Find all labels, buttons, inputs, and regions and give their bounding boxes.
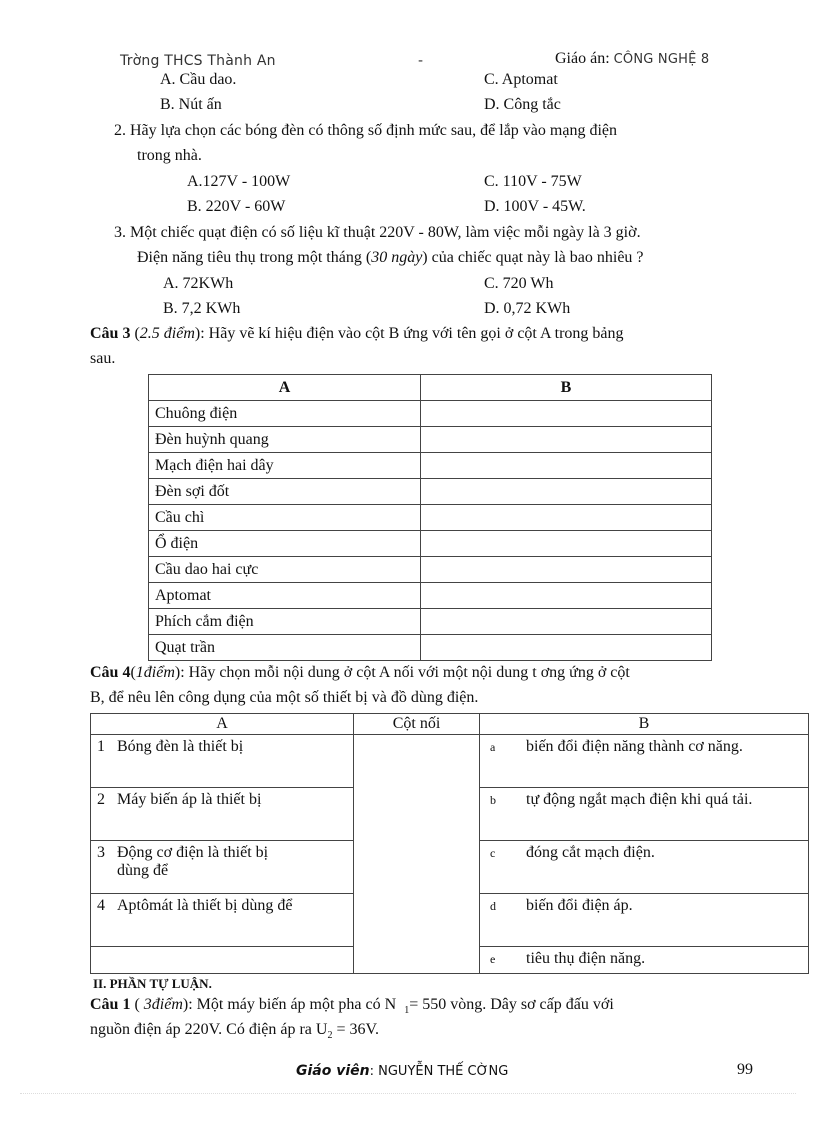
part2-paren-open: ( xyxy=(130,996,144,1013)
q2-option-c: C. 110V - 75W xyxy=(484,173,582,190)
cau4-text: Hãy chọn mỗi nội dung ở cột A nối với một nội dung t ơng ứng ở cột xyxy=(188,664,630,681)
symbol-name: Mạch điện hai dây xyxy=(149,453,421,479)
table-row xyxy=(91,735,809,788)
symbol-cell xyxy=(421,401,712,427)
table-row xyxy=(149,401,712,427)
cau3-label: Câu 3 xyxy=(90,325,131,342)
item-text: biến đổi điện năng thành cơ năng. xyxy=(526,738,743,755)
table-row xyxy=(149,635,712,661)
cau4-paren-open: ( xyxy=(130,664,136,681)
part2-question-cont xyxy=(90,1021,379,1041)
table-row xyxy=(149,557,712,583)
symbol-cell xyxy=(421,583,712,609)
cau3-heading xyxy=(90,325,624,343)
cau3-paren-open: ( xyxy=(130,325,140,342)
matching-right-cell xyxy=(480,841,809,894)
symbol-name: Phích cắm điện xyxy=(149,609,421,635)
symbol-name: Ổ điện xyxy=(149,531,421,557)
cau3-text-cont: sau. xyxy=(90,350,116,367)
item-text: đóng cắt mạch điện. xyxy=(526,844,655,861)
symbol-cell xyxy=(421,453,712,479)
subject-value: CÔNG NGHỆ 8 xyxy=(613,52,710,67)
matching-col-b: B xyxy=(480,714,809,735)
part2-text: Một máy biến áp một pha có N xyxy=(196,996,397,1013)
table-row xyxy=(149,453,712,479)
cau3-points: 2.5 điểm xyxy=(139,325,195,342)
part2-points: 3điểm xyxy=(143,996,183,1013)
symbol-cell xyxy=(421,609,712,635)
part2-paren-close: ): xyxy=(182,996,197,1013)
cau3-paren-close: ): xyxy=(194,325,209,342)
q3-option-b: B. 7,2 KWh xyxy=(163,300,241,317)
symbol-name: Aptomat xyxy=(149,583,421,609)
q2-text: 2. Hãy lựa chọn các bóng đèn có thông số định mức sau, để lắp vào mạng điện xyxy=(114,122,617,139)
matching-table-header xyxy=(91,714,809,735)
q2-option-d: D. 100V - 45W. xyxy=(484,198,586,215)
item-text: Aptômát là thiết bị dùng để xyxy=(117,897,293,914)
table-row xyxy=(149,505,712,531)
item-number: 1 xyxy=(97,738,105,755)
table-row xyxy=(149,583,712,609)
matching-right-cell xyxy=(480,735,809,788)
q2-option-a: A.127V - 100W xyxy=(187,173,291,190)
item-text: biến đổi điện áp. xyxy=(526,897,633,914)
subject-label: Giáo án: xyxy=(555,50,610,67)
matching-left-cell xyxy=(91,947,354,974)
part2-text-b: = 550 vòng. Dây sơ cấp đấu với xyxy=(409,996,614,1013)
table-row xyxy=(149,427,712,453)
q3-text-part1: Điện năng tiêu thụ trong một tháng ( xyxy=(137,249,372,266)
q3-option-d: D. 0,72 KWh xyxy=(484,300,571,317)
symbol-name: Quạt trần xyxy=(149,635,421,661)
q3-text-days: 30 ngày xyxy=(371,249,423,266)
symbol-cell xyxy=(421,479,712,505)
part2-title: II. PHẦN TỰ LUẬN. xyxy=(93,976,212,991)
symbol-name: Cầu dao hai cực xyxy=(149,557,421,583)
item-number: 3 xyxy=(97,844,105,861)
symbol-name: Đèn huỳnh quang xyxy=(149,427,421,453)
item-text: tiêu thụ điện năng. xyxy=(526,950,646,967)
symbol-cell xyxy=(421,505,712,531)
cau4-label: Câu 4 xyxy=(90,664,131,681)
cau3-text: Hãy vẽ kí hiệu điện vào cột B ứng với tên gọi ở cột A trong bảng xyxy=(208,325,624,342)
matching-left-cell xyxy=(91,894,354,947)
item-number: 2 xyxy=(97,791,105,808)
table-row xyxy=(149,609,712,635)
matching-right-cell xyxy=(480,894,809,947)
q2-text-cont: trong nhà. xyxy=(137,147,202,164)
q3-option-a: A. 72KWh xyxy=(163,275,234,292)
part2-text2-b: = 36V. xyxy=(332,1021,379,1038)
subject-header xyxy=(555,50,709,68)
symbol-col-a: A xyxy=(149,375,421,401)
part2-text2: nguồn điện áp 220V. Có điện áp ra U xyxy=(90,1021,328,1038)
symbol-cell xyxy=(421,557,712,583)
matching-left-cell xyxy=(91,841,354,894)
page-number: 99 xyxy=(737,1061,753,1078)
symbol-col-b: B xyxy=(421,375,712,401)
q1-option-a: A. Cầu dao. xyxy=(160,71,237,88)
teacher-label: Giáo viên xyxy=(296,1063,370,1079)
footer-divider xyxy=(20,1093,796,1094)
item-letter: b xyxy=(490,793,496,807)
cau4-text-cont: B, để nêu lên công dụng của một số thiết bị và đồ dùng điện. xyxy=(90,689,479,706)
cau4-points: 1điểm xyxy=(135,664,175,681)
item-letter: a xyxy=(490,740,496,754)
footer-teacher xyxy=(296,1062,508,1080)
teacher-name: : NGUYỄN THẾ CỜNG xyxy=(369,1064,509,1079)
item-text-cont: dùng để xyxy=(117,862,169,879)
matching-col-connect: Cột nối xyxy=(354,714,480,735)
item-text: Máy biến áp là thiết bị xyxy=(117,791,262,808)
symbol-cell xyxy=(421,427,712,453)
symbol-cell xyxy=(421,531,712,557)
q3-text: 3. Một chiếc quạt điện có số liệu kĩ thuật 220V - 80W, làm việc mỗi ngày là 3 giờ. xyxy=(114,224,641,241)
cau4-paren-close: ): xyxy=(174,664,189,681)
matching-left-cell xyxy=(91,788,354,841)
matching-left-cell xyxy=(91,735,354,788)
symbol-name: Đèn sợi đốt xyxy=(149,479,421,505)
matching-right-cell xyxy=(480,788,809,841)
part2-label: Câu 1 xyxy=(90,996,131,1013)
q1-option-c: C. Aptomat xyxy=(484,71,558,88)
item-text: tự động ngắt mạch điện khi quá tải. xyxy=(526,791,753,808)
q3-text-part2: ) của chiếc quạt này là bao nhiêu ? xyxy=(422,249,644,266)
table-row xyxy=(149,531,712,557)
symbol-table-header xyxy=(149,375,712,401)
matching-table xyxy=(90,713,809,974)
q1-option-b: B. Nút ấn xyxy=(160,96,222,113)
matching-col-a: A xyxy=(91,714,354,735)
symbol-name: Cầu chì xyxy=(149,505,421,531)
q3-text-cont xyxy=(137,249,644,267)
symbol-name: Chuông điện xyxy=(149,401,421,427)
item-letter: d xyxy=(490,899,496,913)
matching-right-cell xyxy=(480,947,809,974)
part2-sub2: 2 xyxy=(327,1030,333,1042)
symbol-cell xyxy=(421,635,712,661)
part2-sub1: 1 xyxy=(404,1005,410,1017)
item-text: Bóng đèn là thiết bị xyxy=(117,738,244,755)
table-row xyxy=(149,479,712,505)
item-letter: c xyxy=(490,846,496,860)
q3-option-c: C. 720 Wh xyxy=(484,275,554,292)
part2-question xyxy=(90,996,614,1016)
school-name: Trờng THCS Thành An xyxy=(120,53,276,69)
item-text: Động cơ điện là thiết bị xyxy=(117,844,269,861)
header-dash: - xyxy=(418,53,424,69)
symbol-table xyxy=(148,374,712,661)
matching-connect-cell[interactable] xyxy=(354,735,480,974)
cau4-heading xyxy=(90,664,630,682)
item-letter: e xyxy=(490,952,496,966)
q1-option-d: D. Công tắc xyxy=(484,96,561,113)
q2-option-b: B. 220V - 60W xyxy=(187,198,286,215)
item-number: 4 xyxy=(97,897,105,914)
